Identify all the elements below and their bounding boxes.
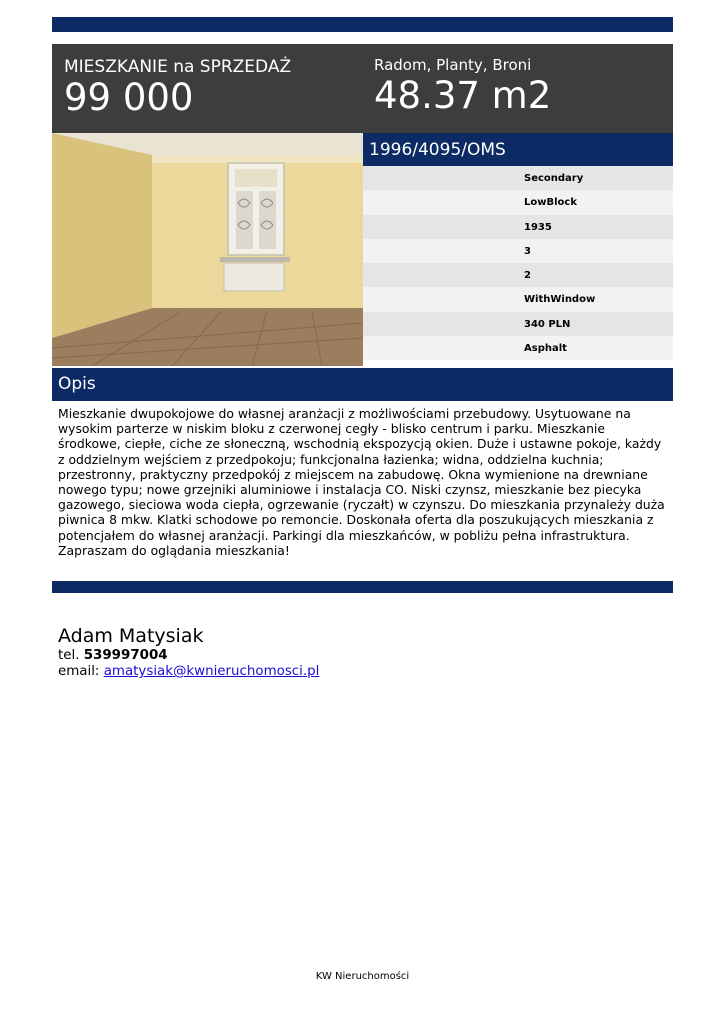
property-value: LowBlock bbox=[524, 197, 577, 209]
property-rent bbox=[363, 312, 673, 336]
property-value: 1935 bbox=[524, 221, 552, 233]
description-text: Mieszkanie dwupokojowe do własnej aranżacji z możliwościami przebudowy. Usytuowane na wysokim parterze w niskim bloku z czerwonej cegły - blisko centrum i parku. Mieszkanie środkowe, ciepłe, ciche ze słoneczną, wschodnią ekspozycją okien. Duże i ustawne pokoje, każdy z oddzielnym wejściem z przedpokoju; funkcjonalna łazienka; widna, oddzielna kuchnia; przestronny, praktyczny przedpokój z miejscem na zabudowę. Okna wymienione na drewniane nowego typu; nowe grzejniki aluminiowe i instalacja CO. Niski czynsz, mieszkanie bez piecyka gazowego, sieciowa woda ciepła, ogrzewanie (ryczałt) w czynszu. Do mieszkania przynależy duża piwnica 8 mkw. Klatki schodowe po remoncie. Doskonała oferta dla poszukujących mieszkania z potencjałem do własnej aranżacji. Parkingi dla mieszkańców, w pobliżu pełna infrastruktura. Zapraszam do oglądania mieszkania! bbox=[58, 406, 665, 558]
reference-number: 1996/4095/OMS bbox=[369, 140, 506, 160]
property-details bbox=[363, 166, 673, 360]
property-value: 340 PLN bbox=[524, 318, 571, 330]
description-heading: Opis bbox=[58, 374, 96, 394]
property-building-type bbox=[363, 190, 673, 214]
agent-phone-line bbox=[58, 648, 319, 664]
phone-label: tel. bbox=[58, 648, 80, 663]
property-value: 3 bbox=[524, 245, 531, 257]
agent-name: Adam Matysiak bbox=[58, 625, 204, 647]
property-value: 2 bbox=[524, 270, 531, 282]
listing-location: Radom, Planty, Broni bbox=[374, 56, 532, 74]
property-rooms bbox=[363, 263, 673, 287]
footer-company: KW Nieruchomości bbox=[315, 971, 410, 982]
description-heading-bar bbox=[52, 368, 673, 401]
property-year-built bbox=[363, 215, 673, 239]
agent-email-line bbox=[58, 664, 319, 680]
top-divider bbox=[52, 17, 673, 32]
agent-email-link[interactable]: amatysiak@kwnieruchomosci.pl bbox=[103, 664, 320, 679]
property-access-road bbox=[363, 336, 673, 360]
agent-phone: 539997004 bbox=[83, 648, 168, 663]
listing-area: 48.37 m2 bbox=[374, 74, 552, 117]
property-value: WithWindow bbox=[524, 294, 596, 306]
property-market bbox=[363, 166, 673, 190]
reference-number-bar bbox=[363, 133, 673, 166]
listing-header bbox=[52, 44, 673, 133]
property-kitchen bbox=[363, 287, 673, 311]
section-divider bbox=[52, 581, 673, 593]
listing-type: MIESZKANIE na SPRZEDAŻ bbox=[64, 57, 292, 77]
apartment-photo bbox=[52, 133, 363, 366]
property-value: Asphalt bbox=[524, 343, 567, 355]
property-value: Secondary bbox=[524, 173, 584, 184]
property-floors bbox=[363, 239, 673, 263]
email-label: email: bbox=[58, 664, 100, 679]
listing-price: 99 000 bbox=[64, 76, 194, 119]
agent-contact bbox=[58, 624, 319, 680]
